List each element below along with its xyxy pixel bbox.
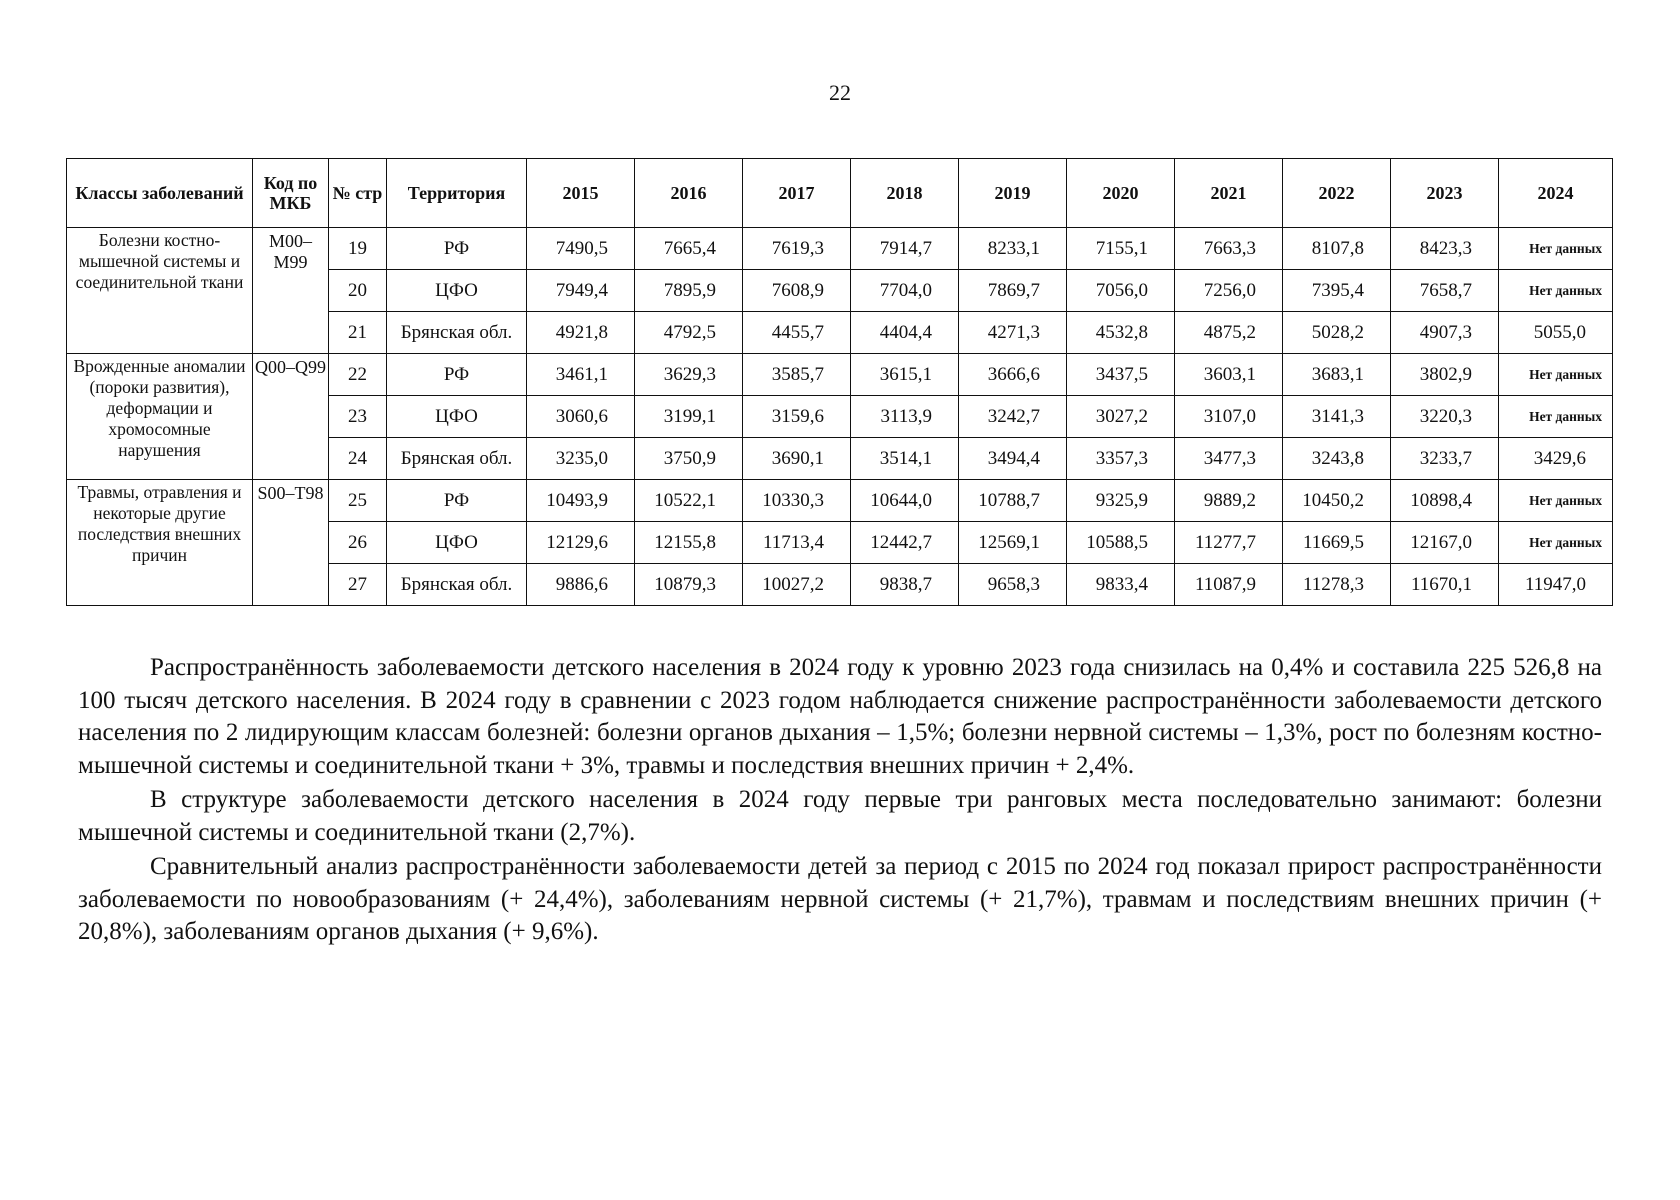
- header-year: 2024: [1499, 159, 1613, 228]
- territory-cell: ЦФО: [387, 522, 527, 564]
- paragraph: Распространённость заболеваемости детского населения в 2024 году к уровню 2023 года снизилась на 0,4% и составила 225 526,8 на 100 тысяч детского населения. В 2024 году в сравнении с 2023 годом наблюдается снижение распространённости заболеваемости детского населения по 2 лидирующим классам болезней: болезни органов дыхания – 1,5%; болезни нервной системы – 1,3%, рост по болезням костно-мышечной системы и соединительной ткани + 3%, травмы и последствия внешних причин + 2,4%.: [78, 654, 1602, 779]
- value-cell: 3243,8: [1283, 438, 1391, 480]
- value-cell: 10493,9: [527, 480, 635, 522]
- value-cell: 3494,4: [959, 438, 1067, 480]
- value-cell: 4271,3: [959, 312, 1067, 354]
- header-year: 2018: [851, 159, 959, 228]
- value-cell: 12167,0: [1391, 522, 1499, 564]
- no-data-cell: Нет данных: [1499, 354, 1613, 396]
- value-cell: 9325,9: [1067, 480, 1175, 522]
- territory-cell: РФ: [387, 354, 527, 396]
- value-cell: 3199,1: [635, 396, 743, 438]
- value-cell: 7619,3: [743, 228, 851, 270]
- icd-code-cell: Q00–Q99: [253, 354, 329, 480]
- line-number-cell: 26: [329, 522, 387, 564]
- line-number-cell: 27: [329, 564, 387, 606]
- header-year: 2016: [635, 159, 743, 228]
- value-cell: 7608,9: [743, 270, 851, 312]
- line-number-cell: 22: [329, 354, 387, 396]
- paragraph: В структуре заболеваемости детского населения в 2024 году первые три ранговых места последовательно занимают: болезни мышечной системы и соединительной ткани (2,7%).: [78, 786, 1602, 846]
- value-cell: 11669,5: [1283, 522, 1391, 564]
- territory-cell: ЦФО: [387, 270, 527, 312]
- value-cell: 9838,7: [851, 564, 959, 606]
- header-year: 2021: [1175, 159, 1283, 228]
- value-cell: 3629,3: [635, 354, 743, 396]
- value-cell: 9889,2: [1175, 480, 1283, 522]
- value-cell: 3514,1: [851, 438, 959, 480]
- value-cell: 3603,1: [1175, 354, 1283, 396]
- value-cell: 7155,1: [1067, 228, 1175, 270]
- value-cell: 10027,2: [743, 564, 851, 606]
- territory-cell: Брянская обл.: [387, 438, 527, 480]
- value-cell: 4455,7: [743, 312, 851, 354]
- no-data-cell: Нет данных: [1499, 480, 1613, 522]
- value-cell: 4875,2: [1175, 312, 1283, 354]
- value-cell: 10330,3: [743, 480, 851, 522]
- table-row: [67, 228, 1613, 270]
- value-cell: 7395,4: [1283, 270, 1391, 312]
- value-cell: 7056,0: [1067, 270, 1175, 312]
- value-cell: 4532,8: [1067, 312, 1175, 354]
- value-cell: 3242,7: [959, 396, 1067, 438]
- value-cell: 12569,1: [959, 522, 1067, 564]
- body-text: [78, 652, 1602, 951]
- header-year: 2022: [1283, 159, 1391, 228]
- value-cell: 3690,1: [743, 438, 851, 480]
- territory-cell: РФ: [387, 480, 527, 522]
- value-cell: 3666,6: [959, 354, 1067, 396]
- value-cell: 3113,9: [851, 396, 959, 438]
- value-cell: 5028,2: [1283, 312, 1391, 354]
- line-number-cell: 24: [329, 438, 387, 480]
- header-year: 2015: [527, 159, 635, 228]
- header-year: 2019: [959, 159, 1067, 228]
- value-cell: 3437,5: [1067, 354, 1175, 396]
- value-cell: 10450,2: [1283, 480, 1391, 522]
- value-cell: 8233,1: [959, 228, 1067, 270]
- value-cell: 8107,8: [1283, 228, 1391, 270]
- icd-code-cell: M00–M99: [253, 228, 329, 354]
- header-territory: Территория: [387, 159, 527, 228]
- value-cell: 10898,4: [1391, 480, 1499, 522]
- line-number-cell: 21: [329, 312, 387, 354]
- no-data-cell: Нет данных: [1499, 270, 1613, 312]
- value-cell: 9833,4: [1067, 564, 1175, 606]
- value-cell: 3477,3: [1175, 438, 1283, 480]
- value-cell: 3461,1: [527, 354, 635, 396]
- header-class: Классы заболеваний: [67, 159, 253, 228]
- value-cell: 3060,6: [527, 396, 635, 438]
- morbidity-table-container: [66, 158, 1612, 606]
- line-number-cell: 25: [329, 480, 387, 522]
- value-cell: 10788,7: [959, 480, 1067, 522]
- value-cell: 11670,1: [1391, 564, 1499, 606]
- line-number-cell: 23: [329, 396, 387, 438]
- value-cell: 9658,3: [959, 564, 1067, 606]
- value-cell: 5055,0: [1499, 312, 1613, 354]
- value-cell: 10644,0: [851, 480, 959, 522]
- no-data-cell: Нет данных: [1499, 522, 1613, 564]
- value-cell: 3802,9: [1391, 354, 1499, 396]
- territory-cell: Брянская обл.: [387, 564, 527, 606]
- value-cell: 7490,5: [527, 228, 635, 270]
- disease-class-cell: Врожденные аномалии (пороки развития), деформации и хромосомные нарушения: [67, 354, 253, 480]
- table-header-row: [67, 159, 1613, 228]
- value-cell: 3233,7: [1391, 438, 1499, 480]
- value-cell: 7949,4: [527, 270, 635, 312]
- value-cell: 3615,1: [851, 354, 959, 396]
- value-cell: 3159,6: [743, 396, 851, 438]
- value-cell: 3235,0: [527, 438, 635, 480]
- value-cell: 8423,3: [1391, 228, 1499, 270]
- value-cell: 11087,9: [1175, 564, 1283, 606]
- line-number-cell: 20: [329, 270, 387, 312]
- value-cell: 4907,3: [1391, 312, 1499, 354]
- morbidity-table: [66, 158, 1613, 606]
- paragraph: Сравнительный анализ распространённости заболеваемости детей за период с 2015 по 2024 год показал прирост распространённости заболеваемости по новообразованиям (+ 24,4%), заболеваниям нервной системы (+ 21,7%), травмам и последствиям внешних причин (+ 20,8%), заболеваниям органов дыхания (+ 9,6%).: [78, 853, 1602, 945]
- value-cell: 3357,3: [1067, 438, 1175, 480]
- territory-cell: РФ: [387, 228, 527, 270]
- value-cell: 11277,7: [1175, 522, 1283, 564]
- header-year: 2017: [743, 159, 851, 228]
- header-line: № стр: [329, 159, 387, 228]
- value-cell: 3220,3: [1391, 396, 1499, 438]
- value-cell: 11278,3: [1283, 564, 1391, 606]
- no-data-cell: Нет данных: [1499, 396, 1613, 438]
- no-data-cell: Нет данных: [1499, 228, 1613, 270]
- value-cell: 10588,5: [1067, 522, 1175, 564]
- value-cell: 4921,8: [527, 312, 635, 354]
- value-cell: 4792,5: [635, 312, 743, 354]
- value-cell: 11947,0: [1499, 564, 1613, 606]
- value-cell: 7256,0: [1175, 270, 1283, 312]
- value-cell: 3027,2: [1067, 396, 1175, 438]
- value-cell: 3683,1: [1283, 354, 1391, 396]
- value-cell: 12129,6: [527, 522, 635, 564]
- header-year: 2023: [1391, 159, 1499, 228]
- value-cell: 10522,1: [635, 480, 743, 522]
- value-cell: 9886,6: [527, 564, 635, 606]
- value-cell: 7665,4: [635, 228, 743, 270]
- table-body: [67, 228, 1613, 606]
- value-cell: 7914,7: [851, 228, 959, 270]
- value-cell: 11713,4: [743, 522, 851, 564]
- value-cell: 7895,9: [635, 270, 743, 312]
- icd-code-cell: S00–T98: [253, 480, 329, 606]
- value-cell: 7869,7: [959, 270, 1067, 312]
- value-cell: 4404,4: [851, 312, 959, 354]
- table-row: [67, 480, 1613, 522]
- disease-class-cell: Болезни костно-мышечной системы и соединительной ткани: [67, 228, 253, 354]
- table-row: [67, 354, 1613, 396]
- value-cell: 3585,7: [743, 354, 851, 396]
- value-cell: 10879,3: [635, 564, 743, 606]
- value-cell: 7704,0: [851, 270, 959, 312]
- value-cell: 7658,7: [1391, 270, 1499, 312]
- page-number: 22: [829, 80, 851, 105]
- value-cell: 12155,8: [635, 522, 743, 564]
- value-cell: 3429,6: [1499, 438, 1613, 480]
- territory-cell: ЦФО: [387, 396, 527, 438]
- value-cell: 3107,0: [1175, 396, 1283, 438]
- value-cell: 12442,7: [851, 522, 959, 564]
- value-cell: 3141,3: [1283, 396, 1391, 438]
- value-cell: 3750,9: [635, 438, 743, 480]
- header-code: Код по МКБ: [253, 159, 329, 228]
- territory-cell: Брянская обл.: [387, 312, 527, 354]
- value-cell: 7663,3: [1175, 228, 1283, 270]
- header-year: 2020: [1067, 159, 1175, 228]
- line-number-cell: 19: [329, 228, 387, 270]
- disease-class-cell: Травмы, отравления и некоторые другие последствия внешних причин: [67, 480, 253, 606]
